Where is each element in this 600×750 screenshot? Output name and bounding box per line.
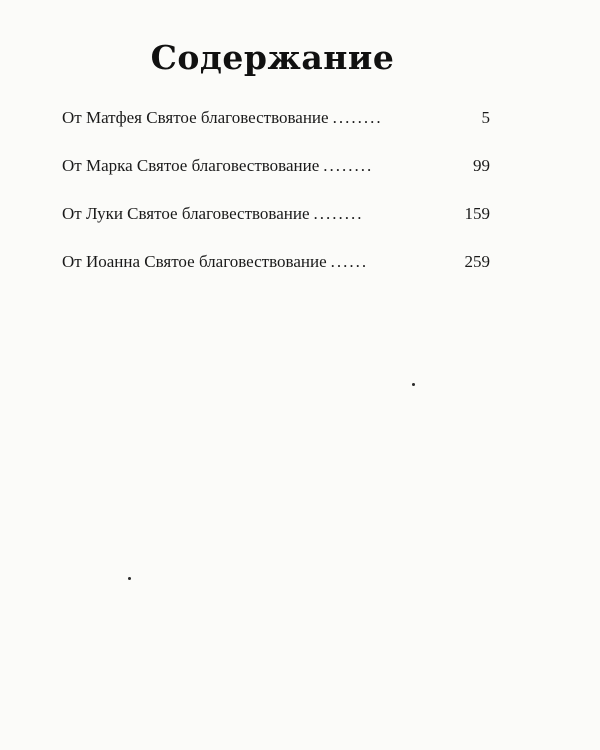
dot-leader: ........ <box>332 108 383 127</box>
entry-title: От Марка Святое благовествование <box>62 156 320 175</box>
page-number: 99 <box>473 156 490 175</box>
page-title: Содержание <box>150 38 395 78</box>
page-number: 259 <box>464 252 490 271</box>
page-number: 159 <box>464 204 490 223</box>
toc-entry-john <box>62 252 490 276</box>
dot-leader: ........ <box>323 156 374 175</box>
toc-entry-luke <box>62 204 490 228</box>
toc-entry-mark <box>62 156 490 180</box>
paper-speck <box>412 383 415 386</box>
page-number: 5 <box>481 108 490 127</box>
dot-leader: ...... <box>330 252 369 271</box>
entry-title: От Матфея Святое благовествование <box>62 108 329 127</box>
entry-title: От Иоанна Святое благовествование <box>62 252 327 271</box>
paper-speck <box>128 577 131 580</box>
dot-leader: ........ <box>313 204 364 223</box>
table-of-contents <box>62 108 490 300</box>
entry-title: От Луки Святое благовествование <box>62 204 310 223</box>
toc-entry-matthew <box>62 108 490 132</box>
